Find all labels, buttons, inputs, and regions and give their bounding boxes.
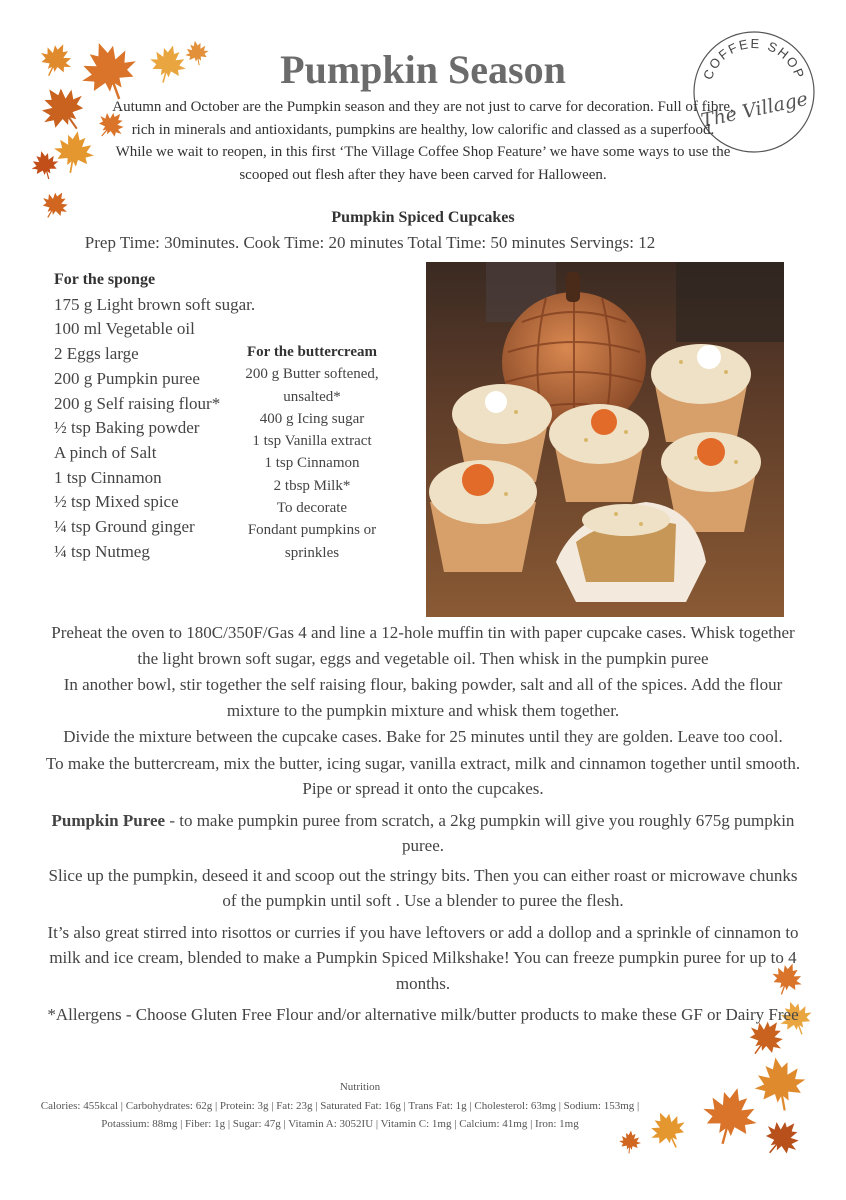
logo-script-text: The Village	[699, 87, 810, 132]
buttercream-ingredients	[232, 341, 392, 564]
extras-paragraph: It’s also great stirred into risottos or curries if you have leftovers or add a dollop and a sprinkle of cinnamon to milk and ice cream, blended to make a Pumpkin Spiced Milkshake! You can freeze pumpkin puree for up to 4 months.	[47, 922, 799, 993]
method-step: In another bowl, stir together the self raising flour, baking powder, salt and all of the spices. Add the flour mixture to the pumpkin mixture and whisk them together.	[63, 675, 783, 720]
ingredient-item: 100 ml Vegetable oil	[54, 319, 195, 339]
ingredient-item: 2 Eggs large	[54, 344, 139, 364]
maple-leaf-icon	[754, 1110, 810, 1166]
recipe-title: Pumpkin Spiced Cupcakes	[331, 209, 515, 226]
ingredient-item: ¼ tsp Ground ginger	[54, 517, 195, 537]
method-step: To make the buttercream, mix the butter, icing sugar, vanilla extract, milk and cinnamon together until smooth. Pipe or spread it onto the cupcakes.	[45, 753, 801, 798]
ingredient-item: A pinch of Salt	[54, 442, 157, 462]
intro-paragraph: Autumn and October are the Pumpkin season and they are not just to carve for decoration. Full of fibre, rich in minerals and antioxidants, pumpkins are healthy, low calorific and classed as a superfood.	[112, 99, 734, 138]
ingredient-item: 2 tbsp Milk*	[273, 477, 351, 494]
ingredient-item: 175 g Light brown soft sugar.	[54, 294, 256, 314]
nutrition-heading: Nutrition	[339, 1081, 381, 1093]
puree-text: - to make pumpkin puree from scratch, a 2kg pumpkin will give you roughly 675g pumpkin puree.	[165, 810, 795, 855]
cupcakes-photo	[426, 262, 784, 617]
puree-label: Pumpkin Puree	[51, 810, 166, 830]
ingredient-item: 200 g Butter softened, unsalted*	[245, 366, 379, 405]
allergens-note: *Allergens - Choose Gluten Free Flour and/or alternative milk/butter products to make these GF or Dairy Free	[47, 1005, 799, 1024]
maple-leaf-icon	[641, 1103, 694, 1156]
intro-paragraph: While we wait to reopen, in this first ‘The Village Coffee Shop Feature’ we have some ways to use the scooped out flesh after they have been carved for Halloween.	[115, 144, 731, 183]
ingredient-item: 1 tsp Cinnamon	[54, 467, 162, 487]
ingredient-item: To decorate	[276, 500, 348, 517]
ingredient-item: 1 tsp Cinnamon	[264, 455, 360, 472]
ingredient-item: ½ tsp Baking powder	[54, 418, 200, 438]
sponge-heading: For the sponge	[54, 271, 156, 288]
ingredient-item: Fondant pumpkins or sprinkles	[247, 522, 377, 561]
nutrition-info: Calories: 455kcal | Carbohydrates: 62g | Protein: 3g | Fat: 23g | Saturated Fat: 16g | Trans Fat: 1g | Cholesterol: 63mg | Sodium: 153mg | Potassium: 88mg | Fiber: 1g | Sugar: 47g | Vitamin A: 3052IU | Vitamin C: 1mg | Calcium: 41mg | Iron: 1mg	[40, 1100, 640, 1130]
method-step: Divide the mixture between the cupcake cases. Bake for 25 minutes until they are golden. Leave too cool.	[63, 727, 783, 746]
intro-text	[100, 96, 746, 186]
page-title: Pumpkin Season	[280, 47, 566, 92]
logo-top-text: COFFEE SHOP	[700, 35, 808, 82]
method-section	[40, 620, 806, 1029]
puree-steps: Slice up the pumpkin, deseed it and scoop out the stringy bits. Then you can either roast or microwave chunks of the pumpkin until soft . Use a blender to puree the flesh.	[48, 865, 798, 910]
ingredient-item: ¼ tsp Nutmeg	[54, 541, 150, 561]
sponge-ingredients	[54, 268, 255, 564]
ingredient-item: 400 g Icing sugar	[259, 410, 365, 427]
ingredient-item: 1 tsp Vanilla extract	[252, 433, 372, 450]
puree-paragraph	[40, 808, 806, 859]
method-step: Preheat the oven to 180C/350F/Gas 4 and line a 12-hole muffin tin with paper cupcake cases. Whisk together the light brown soft sugar, eggs and vegetable oil. Then whisk in the pumpkin puree	[51, 623, 795, 668]
ingredient-item: 200 g Self raising flour*	[54, 393, 221, 413]
ingredient-item: ½ tsp Mixed spice	[54, 492, 179, 512]
ingredient-item: 200 g Pumpkin puree	[54, 368, 200, 388]
recipe-times: Prep Time: 30minutes. Cook Time: 20 minutes Total Time: 50 minutes Servings: 12	[84, 233, 656, 252]
buttercream-heading: For the buttercream	[247, 344, 377, 360]
